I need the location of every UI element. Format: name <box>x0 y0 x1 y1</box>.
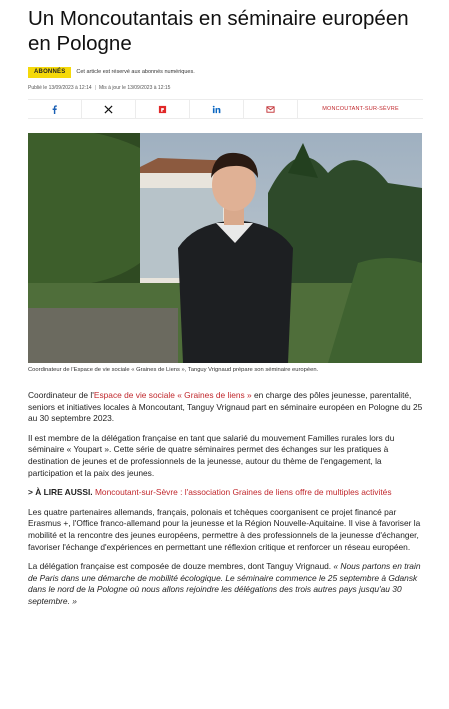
share-email-button[interactable] <box>244 100 298 118</box>
share-bar <box>28 99 423 119</box>
subscriber-note: Cet article est réservé aux abonnés numériques. <box>76 69 195 75</box>
publication-info: Publié le 13/09/2023 à 12:14 | Mis à jour le 13/09/2023 à 12:15 <box>28 85 171 91</box>
linkedin-icon <box>212 105 221 114</box>
espace-de-vie-sociale-link[interactable]: Espace de vie sociale « Graines de liens » <box>93 390 252 400</box>
article-body <box>28 390 428 616</box>
share-facebook-button[interactable] <box>28 100 82 118</box>
follow-town-link[interactable]: MONCOUTANT-SUR-SÈVRE <box>322 106 399 112</box>
quote: « Nous partons en train de Paris dans une démarche de mobilité écologique. Le séminaire commence le 25 septembre à Gdansk dans le nord de la Pologne où nous allons rejoindre les délégations des trois autres pays jusqu'au 30 septembre. » <box>28 561 421 606</box>
subscriber-badge: ABONNÉS <box>28 67 71 78</box>
share-flipboard-button[interactable] <box>136 100 190 118</box>
flipboard-icon <box>158 105 167 114</box>
share-x-button[interactable] <box>82 100 136 118</box>
paragraph: Les quatre partenaires allemands, français, polonais et tchèques coorganisent ce projet financé par Erasmus +, l'Office franco-allemand pour la jeunesse et la Région Nouvelle-Aquitaine. Il vise à favoriser la mobilité et la rencontre des jeunes européens, permettre à des professionnels de la jeunesse d'échanger, favoriser l'échange d'expériences en permettant une réflexion critique et renforcer un réseau européen. <box>28 506 421 552</box>
paragraph: La délégation française est composée de douze membres, dont Tanguy Vrignaud. « Nous partons en train de Paris dans une démarche de mobilité écologique. Le séminaire commence le 25 septembre à Gdansk dans le nord de la Pologne où nous allons rejoindre les délégations des trois autres pays jusqu'au 30 septembre. » <box>28 561 421 606</box>
published-date: Publié le 13/09/2023 à 12:14 <box>28 85 92 91</box>
read-also <box>28 487 428 499</box>
portrait-photo-illustration <box>28 133 422 363</box>
read-also-label: > À LIRE AUSSI. <box>28 487 93 498</box>
subscriber-banner <box>28 67 195 77</box>
paragraph: Coordinateur de l'Espace de vie sociale « Graines de liens » en charge des pôles jeunesse, parentalité, seniors et initiatives locales à Moncoutant, Tanguy Vrignaud part en séminaire européen en Pologne du 25 au 30 septembre 2023. <box>28 390 423 424</box>
photo-caption: Coordinateur de l'Espace de vie sociale « Graines de Liens », Tanguy Vrignaud prépare son séminaire européen. <box>28 367 319 373</box>
email-icon <box>266 105 275 114</box>
share-linkedin-button[interactable] <box>190 100 244 118</box>
article-photo <box>28 133 422 363</box>
paragraph: Il est membre de la délégation française en tant que salarié du mouvement Familles rurales lors du séminaire « Youpart ». Cette série de quatre séminaires permet des échanges sur les pratiques à destination de jeunes et de professionnels de la jeunesse, autour du thème de l'engagement, la participation et la paix des jeunes. <box>28 432 395 478</box>
updated-date: Mis à jour le 13/09/2023 à 12:15 <box>98 85 171 91</box>
article-title: Un Moncoutantais en séminaire européen en Pologne <box>28 7 409 55</box>
facebook-icon <box>50 105 59 114</box>
x-icon <box>104 105 113 114</box>
read-also-link[interactable]: Moncoutant-sur-Sèvre : l'association Graines de liens offre de multiples activités <box>94 487 392 498</box>
